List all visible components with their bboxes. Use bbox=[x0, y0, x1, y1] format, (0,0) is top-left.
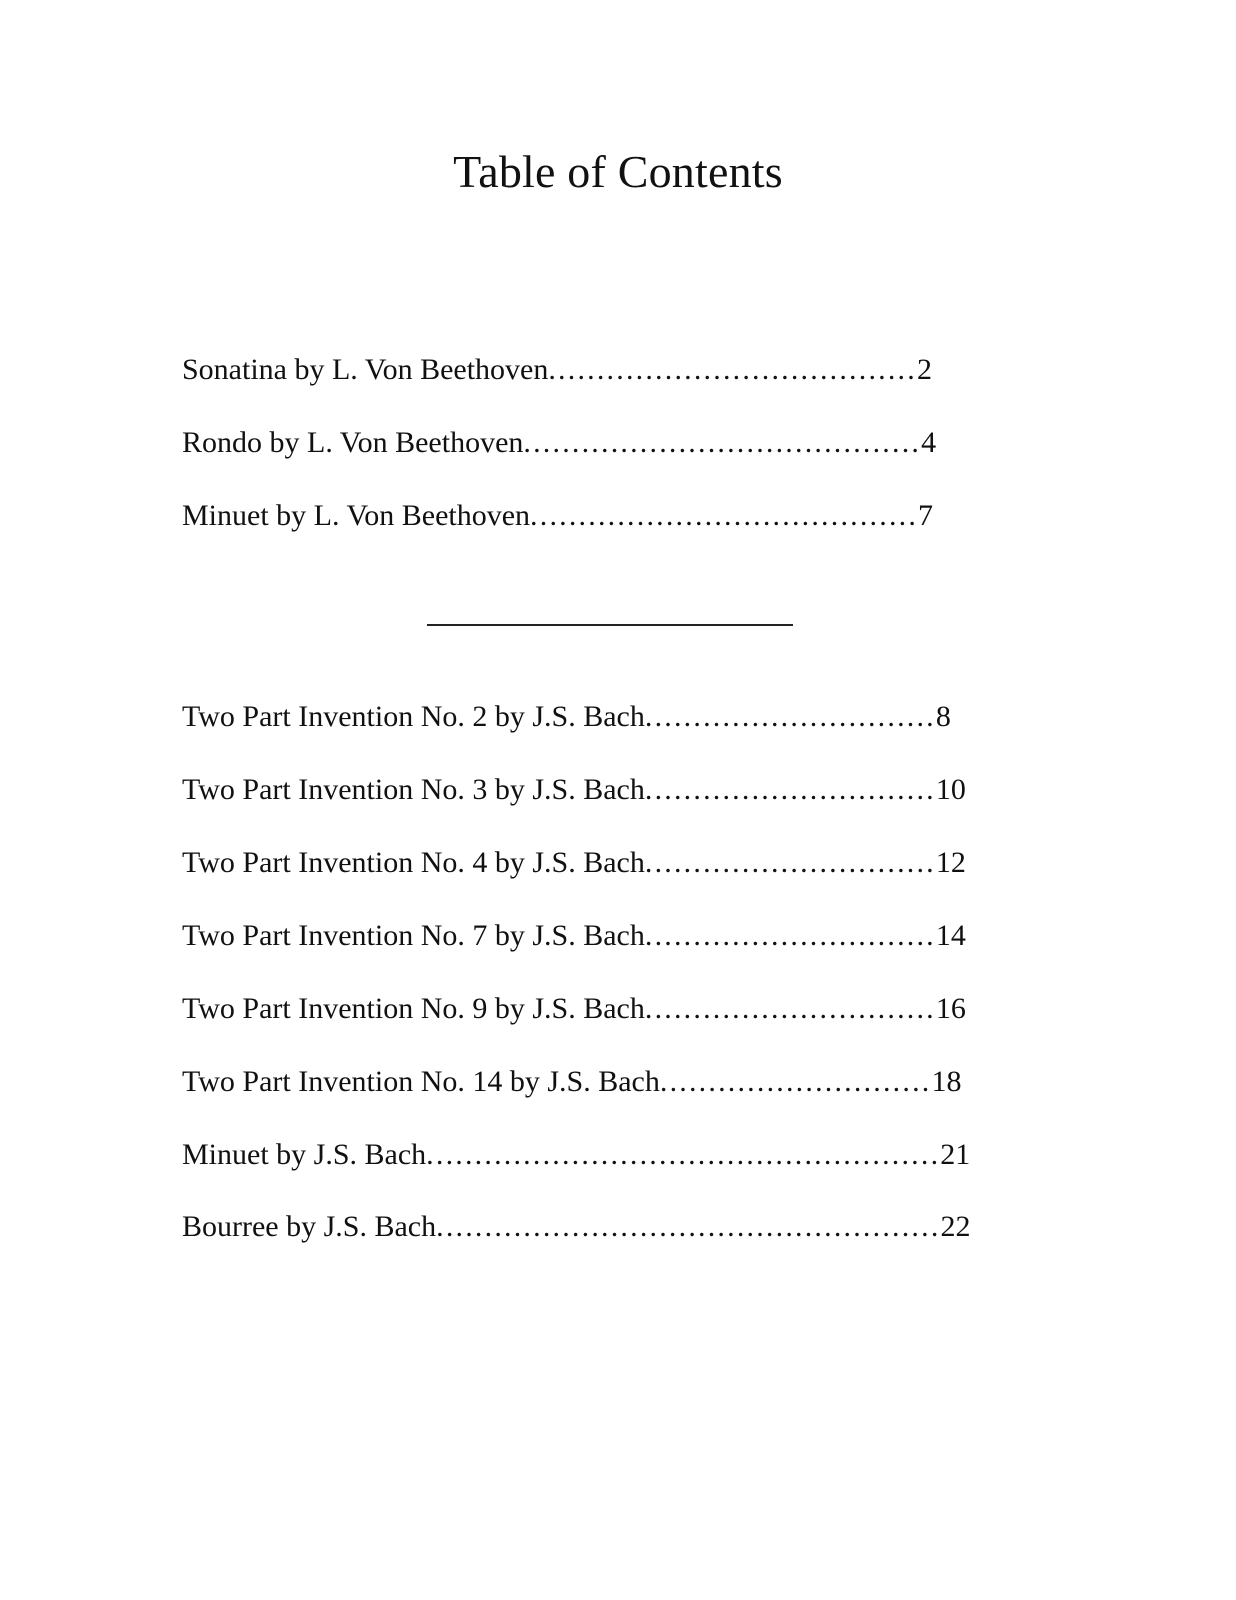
toc-entry-page: 2 bbox=[916, 353, 932, 386]
toc-entry bbox=[182, 989, 966, 1029]
toc-entry-page: 22 bbox=[940, 1210, 971, 1243]
toc-entry-leader: ...................................... bbox=[548, 353, 917, 386]
toc-entry-page: 4 bbox=[921, 426, 937, 459]
toc-entry bbox=[182, 843, 966, 883]
page-title: Table of Contents bbox=[453, 146, 783, 197]
toc-entry-label: Two Part Invention No. 3 by J.S. Bach bbox=[182, 773, 645, 806]
toc-entry-label: Two Part Invention No. 7 by J.S. Bach bbox=[182, 919, 645, 952]
toc-entry-label: Rondo by L. Von Beethoven bbox=[182, 426, 524, 459]
toc-entry-label: Minuet by J.S. Bach bbox=[182, 1138, 427, 1171]
toc-entry bbox=[182, 350, 932, 390]
toc-entry-leader: .................................................... bbox=[436, 1210, 941, 1243]
section-divider bbox=[427, 624, 793, 626]
toc-entry-leader: ..................................................... bbox=[426, 1138, 941, 1171]
toc-entry-leader: ......................................... bbox=[523, 426, 922, 459]
toc-entry-label: Minuet by L. Von Beethoven bbox=[182, 499, 531, 532]
toc-entry-leader: .............................. bbox=[644, 700, 936, 733]
toc-entry bbox=[182, 916, 966, 956]
toc-entry-leader: .............................. bbox=[644, 992, 936, 1025]
toc-entry-page: 8 bbox=[935, 700, 951, 733]
toc-entry-page: 7 bbox=[918, 499, 934, 532]
toc-entry bbox=[182, 496, 933, 536]
toc-entry-page: 21 bbox=[940, 1138, 971, 1171]
toc-entry-label: Two Part Invention No. 4 by J.S. Bach bbox=[182, 846, 645, 879]
toc-entry bbox=[182, 423, 936, 463]
toc-entry-leader: ........................................ bbox=[530, 499, 919, 532]
toc-entry-label: Bourree by J.S. Bach bbox=[182, 1210, 437, 1243]
toc-entry-label: Sonatina by L. Von Beethoven bbox=[182, 353, 549, 386]
toc-entry-page: 18 bbox=[931, 1065, 962, 1098]
toc-entry-label: Two Part Invention No. 9 by J.S. Bach bbox=[182, 992, 645, 1025]
toc-entry bbox=[182, 1135, 970, 1175]
toc-entry-label: Two Part Invention No. 14 by J.S. Bach bbox=[182, 1065, 660, 1098]
toc-entry-page: 10 bbox=[935, 773, 966, 806]
toc-entry-leader: .............................. bbox=[644, 773, 936, 806]
toc-entry-leader: ............................ bbox=[659, 1065, 932, 1098]
toc-entry bbox=[182, 1207, 971, 1247]
toc-entry-page: 16 bbox=[935, 992, 966, 1025]
toc-entry-leader: .............................. bbox=[644, 846, 936, 879]
toc-entry bbox=[182, 1062, 961, 1102]
toc-entry-page: 14 bbox=[935, 919, 966, 952]
toc-entry bbox=[182, 770, 966, 810]
toc-entry-label: Two Part Invention No. 2 by J.S. Bach bbox=[182, 700, 645, 733]
toc-entry-page: 12 bbox=[935, 846, 966, 879]
toc-entry-leader: .............................. bbox=[644, 919, 936, 952]
toc-entry bbox=[182, 697, 951, 737]
